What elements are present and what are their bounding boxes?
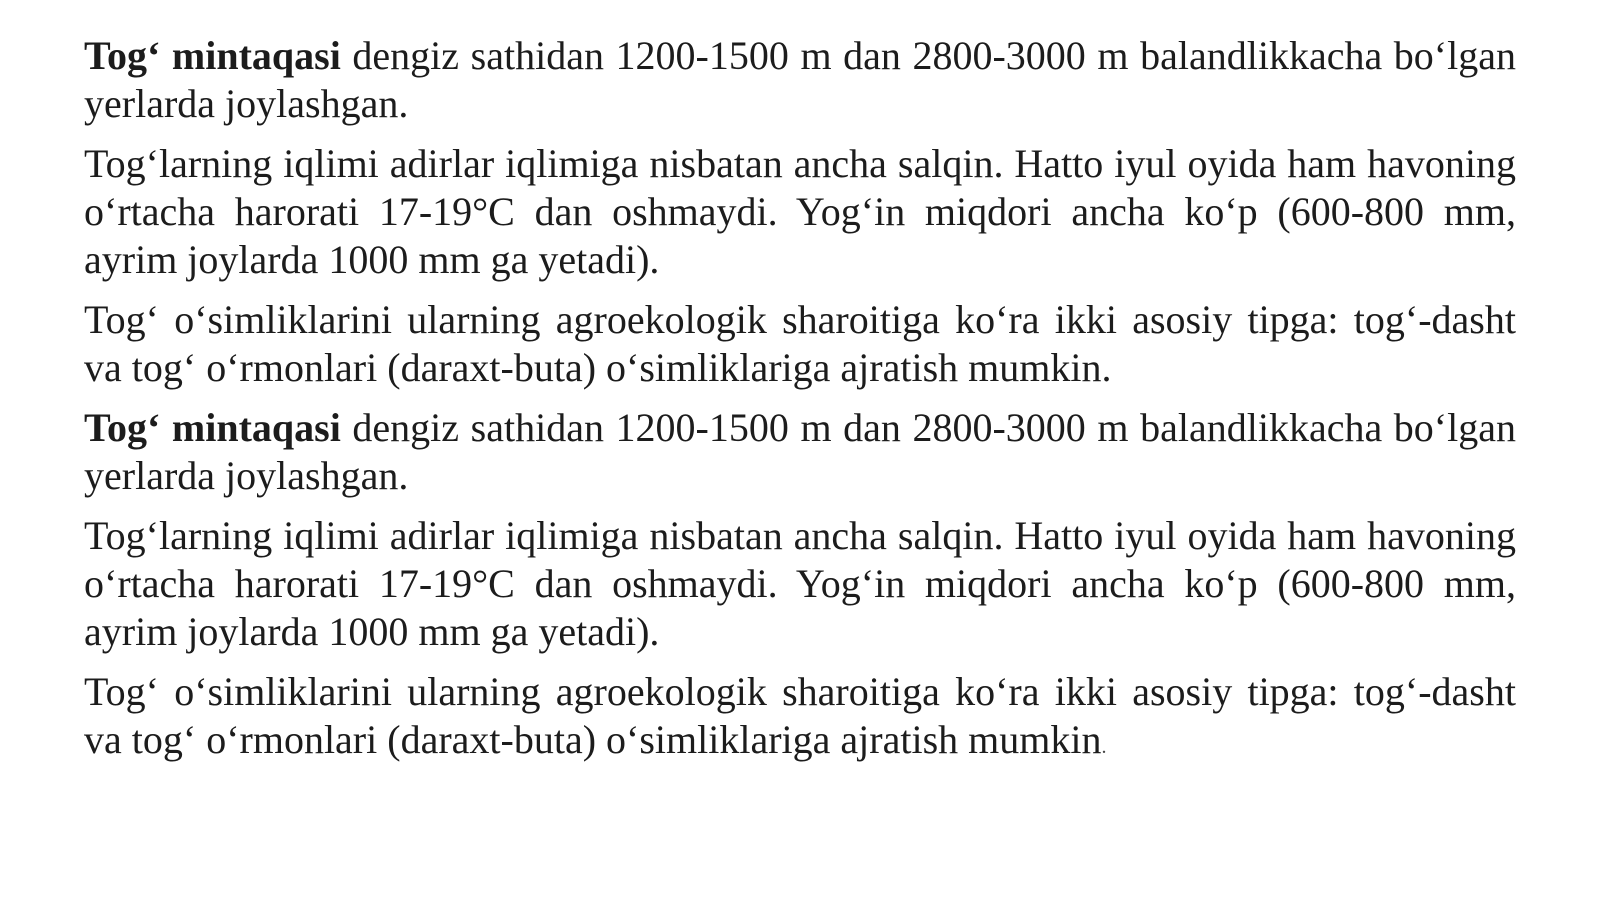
paragraph-6-text: Tog‘ o‘simliklarini ularning agroekologik sharoitiga ko‘ra ikki asosiy tipga: tog‘-dasht va tog‘ o‘rmonlari (daraxt-buta) o‘simliklariga ajratish mumkin [84, 669, 1516, 762]
paragraph-2-text: Tog‘larning iqlimi adirlar iqlimiga nisbatan ancha salqin. Hatto iyul oyida ham havoning o‘rtacha harorati 17-19°C dan oshmaydi. Yog‘in miqdori ancha ko‘p (600-800 mm, ayrim joylarda 1000 mm ga yetadi). [84, 141, 1516, 282]
paragraph-5 [84, 512, 1516, 656]
paragraph-1 [84, 32, 1516, 128]
paragraph-3-text: Tog‘ o‘simliklarini ularning agroekologik sharoitiga ko‘ra ikki asosiy tipga: tog‘-dasht va tog‘ o‘rmonlari (daraxt-buta) o‘simliklariga ajratish mumkin. [84, 297, 1516, 390]
paragraph-1-bold: Tog‘ mintaqasi [84, 33, 341, 78]
paragraph-6-trailing-period: . [1101, 736, 1107, 758]
paragraph-1-text: dengiz sathidan 1200-1500 m dan 2800-3000 m balandlikkacha bo‘lgan yerlarda joylashgan. [84, 33, 1516, 126]
paragraph-4 [84, 404, 1516, 500]
paragraph-2 [84, 140, 1516, 284]
paragraph-4-text: dengiz sathidan 1200-1500 m dan 2800-3000 m balandlikkacha bo‘lgan yerlarda joylashgan. [84, 405, 1516, 498]
paragraph-3 [84, 296, 1516, 392]
paragraph-6 [84, 668, 1516, 771]
paragraph-5-text: Tog‘larning iqlimi adirlar iqlimiga nisbatan ancha salqin. Hatto iyul oyida ham havoning o‘rtacha harorati 17-19°C dan oshmaydi. Yog‘in miqdori ancha ko‘p (600-800 mm, ayrim joylarda 1000 mm ga yetadi). [84, 513, 1516, 654]
slide-body [84, 32, 1516, 783]
paragraph-4-bold: Tog‘ mintaqasi [84, 405, 341, 450]
